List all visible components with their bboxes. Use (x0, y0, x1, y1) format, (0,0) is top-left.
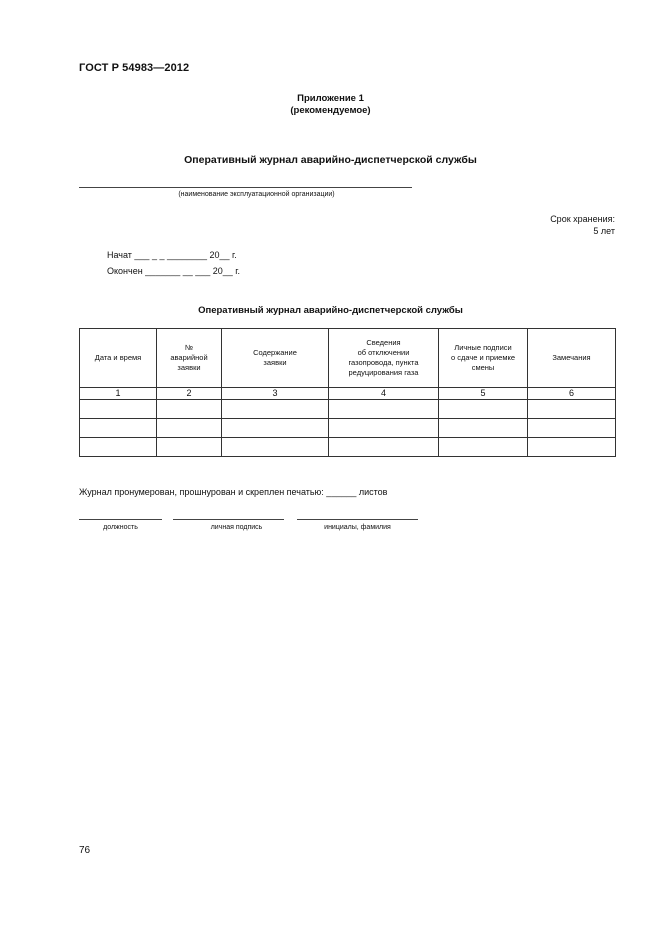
table-cell (439, 419, 528, 438)
header-line: № (184, 343, 194, 352)
table-cell (80, 419, 157, 438)
header-line: о сдаче и приемке (450, 353, 516, 362)
header-line: Замечания (552, 353, 591, 362)
header-request-content (222, 329, 329, 388)
header-line: редуцирования газа (348, 368, 419, 377)
table-cell (222, 419, 329, 438)
document-title: Оперативный журнал аварийно-диспетчерской службы (184, 154, 477, 166)
position-line (79, 519, 162, 520)
table-cell (528, 419, 616, 438)
table-cell (157, 400, 222, 419)
signature-line (173, 519, 284, 520)
header-line: Содержание (253, 348, 297, 357)
ended-date-line: Окончен _______ __ ___ 20__ г. (107, 266, 240, 276)
header-remarks (528, 329, 616, 388)
header-shutdown-info (329, 329, 439, 388)
header-line: Дата и время (94, 353, 142, 362)
table-cell (439, 438, 528, 457)
column-number: 2 (157, 388, 222, 400)
table-cell (80, 400, 157, 419)
started-date-line: Начат ___ _ _ ________ 20__ г. (107, 250, 237, 260)
column-number: 6 (528, 388, 616, 400)
retention-value: 5 лет (593, 226, 615, 236)
table-cell (528, 438, 616, 457)
signature-caption: личная подпись (210, 524, 263, 531)
appendix-status: (рекомендуемое) (290, 105, 371, 116)
page-number: 76 (79, 845, 91, 856)
column-number: 3 (222, 388, 329, 400)
column-number: 5 (439, 388, 528, 400)
table-row (80, 419, 616, 438)
sealed-statement: Журнал пронумерован, прошнурован и скреплен печатью: ______ листов (79, 487, 388, 497)
header-line: газопровода, пункта (348, 358, 419, 367)
table-cell (222, 438, 329, 457)
table-cell (80, 438, 157, 457)
name-line (297, 519, 418, 520)
table-cell (528, 400, 616, 419)
header-line: аварийной (170, 353, 208, 362)
table-cell (329, 438, 439, 457)
retention-label: Срок хранения: (550, 214, 615, 224)
header-line: Личные подписи (454, 343, 512, 352)
journal-table (79, 328, 616, 457)
header-line: об отключении (357, 348, 410, 357)
header-line: заявки (177, 363, 201, 372)
organization-caption: (наименование эксплуатационной организации) (178, 191, 335, 198)
position-caption: должность (103, 524, 138, 531)
header-line: Сведения (366, 338, 401, 347)
table-title: Оперативный журнал аварийно-диспетчерской службы (198, 305, 463, 316)
name-caption: инициалы, фамилия (324, 524, 391, 531)
appendix-label: Приложение 1 (297, 93, 364, 104)
organization-name-line (79, 187, 412, 188)
table-cell (439, 400, 528, 419)
table-number-row (80, 388, 616, 400)
table-row (80, 400, 616, 419)
column-number: 1 (80, 388, 157, 400)
header-signatures (439, 329, 528, 388)
header-date-time (80, 329, 157, 388)
table-row (80, 438, 616, 457)
header-request-number (157, 329, 222, 388)
header-line: заявки (263, 358, 287, 367)
column-number: 4 (329, 388, 439, 400)
table-cell (157, 419, 222, 438)
table-cell (329, 419, 439, 438)
table-cell (222, 400, 329, 419)
table-cell (157, 438, 222, 457)
header-line: смены (471, 363, 495, 372)
table-header-row (80, 329, 616, 388)
standard-code: ГОСТ Р 54983—2012 (79, 62, 190, 74)
table-cell (329, 400, 439, 419)
